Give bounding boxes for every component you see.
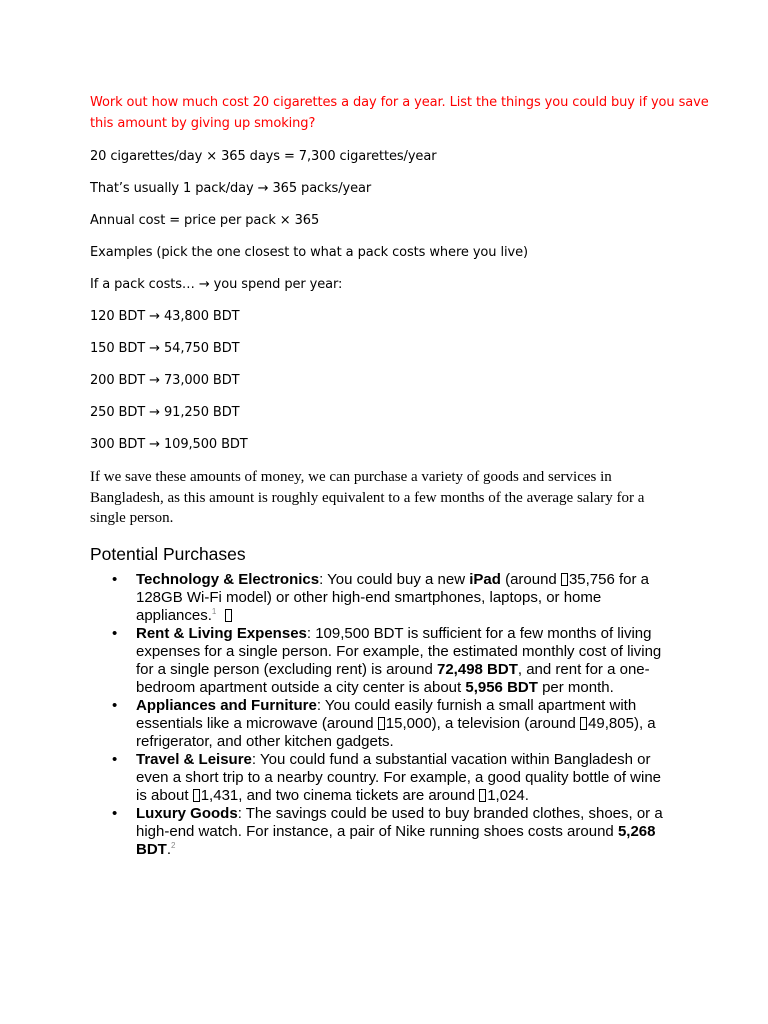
- currency-missing-glyph-icon: [378, 717, 385, 730]
- item-text: , and rent for a one-: [517, 661, 650, 678]
- item-text: .: [166, 841, 171, 858]
- item-text: 128GB Wi-Fi model) or other high-end smartphones, laptops, or home: [136, 589, 602, 606]
- missing-glyph-icon: [225, 609, 232, 622]
- price-row-120: 120 BDT → 43,800 BDT: [90, 309, 240, 324]
- item-text: 49,805), a: [588, 715, 656, 732]
- currency-missing-glyph-icon: [561, 573, 568, 586]
- question-line-1: Work out how much cost 20 cigarettes a day for a year. List the things you could buy if you save: [90, 95, 709, 110]
- currency-missing-glyph-icon: [479, 789, 486, 802]
- item-text: essentials like a microwave (around: [136, 715, 378, 732]
- footnote-ref[interactable]: 1: [211, 607, 217, 616]
- item-title: Technology & Electronics: [136, 571, 320, 588]
- item-text: : The savings could be used to buy branded clothes, shoes, or a: [237, 805, 663, 822]
- item-text: bedroom apartment outside a city center is about: [136, 679, 466, 696]
- item-text: 1,431, and two cinema tickets are around: [200, 787, 480, 804]
- item-text: even a short trip to a nearby country. For example, a good quality bottle of wine: [136, 769, 662, 786]
- item-title: Rent & Living Expenses: [136, 625, 307, 642]
- section-heading: Potential Purchases: [90, 544, 246, 564]
- item-bold: 5,268: [617, 823, 656, 840]
- bullet-icon: •: [112, 697, 118, 714]
- price-row-150: 150 BDT → 54,750 BDT: [90, 341, 240, 356]
- item-title: Luxury Goods: [136, 805, 238, 822]
- currency-missing-glyph-icon: [580, 717, 587, 730]
- footnote-ref[interactable]: 2: [171, 841, 176, 850]
- item-bold: 72,498 BDT: [437, 661, 518, 678]
- item-text: refrigerator, and other kitchen gadgets.: [136, 733, 394, 750]
- item-text: : You could easily furnish a small apartment with: [316, 697, 637, 714]
- price-row-300: 300 BDT → 109,500 BDT: [90, 437, 248, 452]
- item-title: Travel & Leisure: [136, 751, 252, 768]
- intro-line-2: Bangladesh, as this amount is roughly equivalent to a few months of the average salary for a: [90, 489, 645, 506]
- bullet-icon: •: [112, 751, 118, 768]
- list-item-technology: [90, 571, 670, 625]
- list-item-travel: [90, 751, 670, 805]
- item-text: expenses for a single person. For example, the estimated monthly cost of living: [136, 643, 662, 660]
- item-text: : You could buy a new: [319, 571, 470, 588]
- item-text: : 109,500 BDT is sufficient for a few months of living: [306, 625, 652, 642]
- item-text: per month.: [537, 679, 614, 696]
- calc-line-5: If a pack costs… → you spend per year:: [90, 277, 343, 292]
- item-bold: iPad: [469, 571, 501, 588]
- item-text: 15,000), a television (around: [385, 715, 581, 732]
- purchases-list: [90, 571, 670, 859]
- item-bold: BDT: [136, 841, 167, 858]
- item-title: Appliances and Furniture: [136, 697, 317, 714]
- item-text: 35,756 for a: [568, 571, 650, 588]
- item-text: high-end watch. For instance, a pair of Nike running shoes costs around: [136, 823, 618, 840]
- bullet-icon: •: [112, 571, 118, 588]
- item-text: : You could fund a substantial vacation within Bangladesh or: [251, 751, 651, 768]
- calc-line-3: Annual cost = price per pack × 365: [90, 213, 320, 228]
- item-text: 1,024.: [487, 787, 529, 804]
- question-line-2: this amount by giving up smoking?: [90, 116, 316, 131]
- intro-paragraph: [90, 467, 660, 529]
- intro-line-3: single person.: [90, 510, 174, 526]
- list-item-rent: [90, 625, 670, 697]
- item-text: is about: [136, 787, 193, 804]
- calc-line-1: 20 cigarettes/day × 365 days = 7,300 cigarettes/year: [90, 149, 437, 164]
- price-row-250: 250 BDT → 91,250 BDT: [90, 405, 240, 420]
- calc-line-2: That’s usually 1 pack/day → 365 packs/year: [90, 181, 372, 196]
- currency-missing-glyph-icon: [193, 789, 200, 802]
- question-text: [90, 92, 709, 134]
- calc-line-4: Examples (pick the one closest to what a pack costs where you live): [90, 245, 528, 260]
- item-text: (around: [500, 571, 561, 588]
- bullet-icon: •: [112, 625, 118, 642]
- item-text: for a single person (excluding rent) is around: [136, 661, 437, 678]
- intro-line-1: If we save these amounts of money, we can purchase a variety of goods and services in: [90, 469, 612, 485]
- list-item-luxury: [90, 805, 670, 859]
- item-text: appliances.: [136, 607, 212, 624]
- price-row-200: 200 BDT → 73,000 BDT: [90, 373, 240, 388]
- list-item-appliances: [90, 697, 670, 751]
- item-bold: 5,956 BDT: [465, 679, 538, 696]
- bullet-icon: •: [112, 805, 118, 822]
